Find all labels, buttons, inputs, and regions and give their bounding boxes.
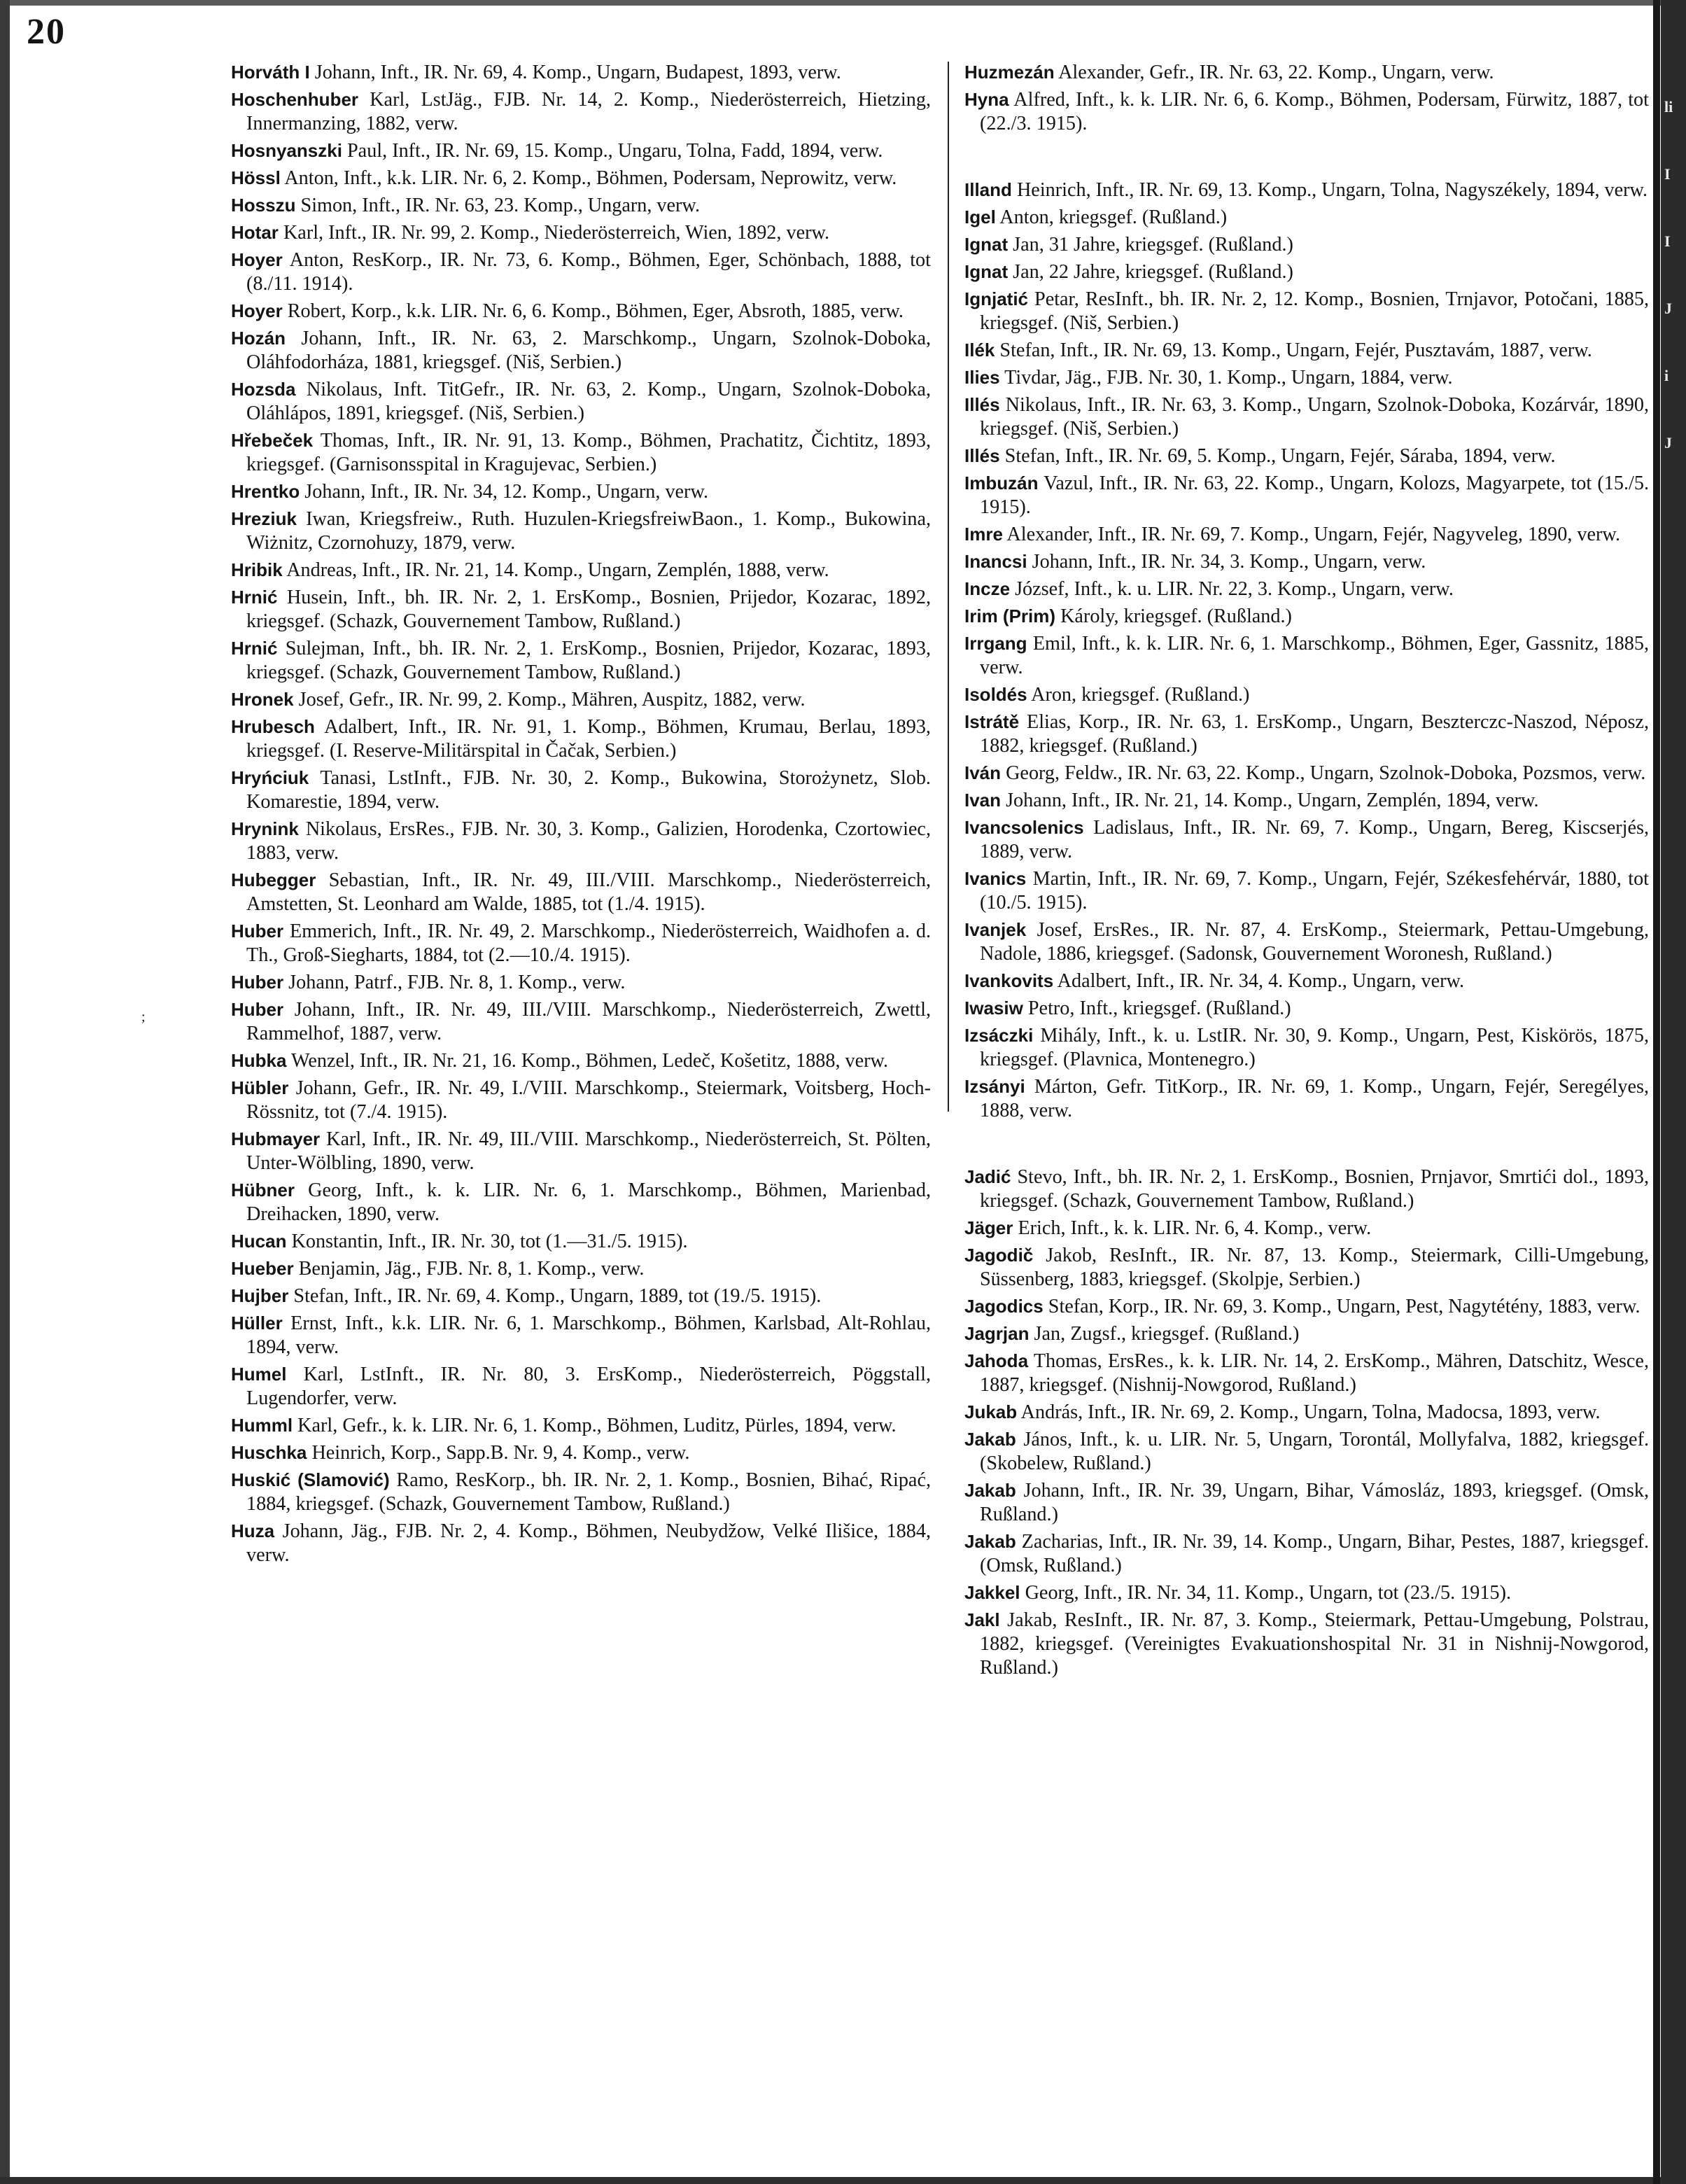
bleed-mark: i bbox=[1664, 367, 1669, 384]
register-entry bbox=[231, 60, 931, 85]
entry-surname: Izsányi bbox=[964, 1076, 1025, 1097]
register-entry bbox=[964, 710, 1649, 758]
register-entry bbox=[231, 299, 931, 323]
entry-surname: Hosszu bbox=[231, 195, 296, 216]
entry-details: Thomas, ErsRes., k. k. LIR. Nr. 14, 2. ErsKomp., Mähren, Datschitz, Wesce, 1887, kriegsgef. (Nishnij-Nowgorod, Rußland.) bbox=[980, 1350, 1649, 1396]
register-entry bbox=[964, 205, 1649, 230]
register-entry bbox=[964, 1165, 1649, 1213]
entry-details: Adalbert, Inft., IR. Nr. 91, 1. Komp., Böhmen, Krumau, Berlau, 1893, kriegsgef. (I. Reserve-Militärspital in Čačak, Serbien.) bbox=[246, 716, 931, 762]
entry-surname: Istrátě bbox=[964, 711, 1020, 732]
section-gap bbox=[964, 139, 1649, 178]
entry-details: Josef, Gefr., IR. Nr. 99, 2. Komp., Mähren, Auspitz, 1882, verw. bbox=[298, 689, 806, 710]
entry-surname: Igel bbox=[964, 206, 996, 227]
register-entry bbox=[231, 585, 931, 634]
register-entry bbox=[964, 178, 1649, 202]
entry-details: Karl, Inft., IR. Nr. 49, III./VIII. Marschkomp., Niederösterreich, St. Pölten, Unter-Wölbling, 1890, verw. bbox=[246, 1128, 931, 1174]
entry-surname: Hryńciuk bbox=[231, 767, 309, 788]
register-entry bbox=[231, 377, 931, 426]
entry-details: Martin, Inft., IR. Nr. 69, 7. Komp., Ungarn, Fejér, Székesfehérvár, 1880, tot (10./5. 1915). bbox=[980, 868, 1649, 913]
register-entry bbox=[964, 918, 1649, 966]
register-entry bbox=[964, 1243, 1649, 1292]
entry-surname: Ivankovits bbox=[964, 970, 1054, 991]
register-entry bbox=[231, 766, 931, 814]
register-entry bbox=[964, 761, 1649, 785]
entry-surname: Jagrjan bbox=[964, 1323, 1030, 1344]
entry-surname: Hujber bbox=[231, 1285, 289, 1306]
entry-surname: Jakl bbox=[964, 1609, 1000, 1630]
entry-surname: Irim (Prim) bbox=[964, 606, 1056, 626]
entry-details: Stefan, Inft., IR. Nr. 69, 4. Komp., Ungarn, 1889, tot (19./5. 1915). bbox=[293, 1285, 822, 1307]
entry-details: Emmerich, Inft., IR. Nr. 49, 2. Marschkomp., Niederösterreich, Waidhofen a. d. Th., Groß-Siegharts, 1884, tot (2.—10./4. 1915). bbox=[246, 920, 931, 966]
register-entry bbox=[964, 682, 1649, 707]
register-entry bbox=[964, 867, 1649, 915]
entry-surname: Huzmezán bbox=[964, 62, 1055, 83]
entry-details: Nikolaus, ErsRes., FJB. Nr. 30, 3. Komp., Galizien, Horodenka, Czortowiec, 1883, verw. bbox=[246, 818, 931, 864]
register-entry bbox=[964, 1581, 1649, 1605]
entry-details: Anton, kriegsgef. (Rußland.) bbox=[999, 206, 1228, 228]
entry-details: Márton, Gefr. TitKorp., IR. Nr. 69, 1. Komp., Ungarn, Fejér, Seregélyes, 1888, verw. bbox=[980, 1076, 1650, 1121]
entry-details: Stefan, Inft., IR. Nr. 69, 13. Komp., Ungarn, Fejér, Pusztavám, 1887, verw. bbox=[999, 340, 1592, 361]
entry-surname: Hucan bbox=[231, 1231, 287, 1252]
entry-surname: Hřebeček bbox=[231, 430, 314, 451]
entry-details: József, Inft., k. u. LIR. Nr. 22, 3. Komp., Ungarn, verw. bbox=[1015, 578, 1454, 600]
entry-surname: Iván bbox=[964, 762, 1002, 783]
register-entry bbox=[231, 1519, 931, 1567]
register-entry bbox=[231, 166, 931, 190]
entry-details: Emil, Inft., k. k. LIR. Nr. 6, 1. Marschkomp., Böhmen, Eger, Gassnitz, 1885, verw. bbox=[980, 633, 1649, 678]
entry-details: Sebastian, Inft., IR. Nr. 49, III./VIII. Marschkomp., Niederösterreich, Amstetten, St. Leonhard am Walde, 1885, tot (1./4. 1915). bbox=[246, 869, 932, 915]
entry-details: Thomas, Inft., IR. Nr. 91, 13. Komp., Böhmen, Prachatitz, Čichtitz, 1893, kriegsgef. (Garnisonsspital in Kragujevac, Serbien.) bbox=[246, 430, 931, 475]
entry-surname: Huber bbox=[231, 999, 284, 1020]
register-entry bbox=[964, 365, 1649, 390]
entry-surname: Hrynink bbox=[231, 818, 299, 839]
register-entry bbox=[964, 471, 1649, 519]
register-entry bbox=[231, 1413, 931, 1438]
entry-surname: Iwasiw bbox=[964, 997, 1023, 1018]
register-entry bbox=[964, 522, 1649, 547]
entry-details: Johann, Inft., IR. Nr. 21, 14. Komp., Ungarn, Zemplén, 1894, verw. bbox=[1006, 790, 1539, 811]
register-entry bbox=[231, 1468, 931, 1516]
register-entry bbox=[964, 577, 1649, 601]
entry-details: Jakob, ResInft., IR. Nr. 87, 13. Komp., Steiermark, Cilli-Umgebung, Süssenberg, 1883, kriegsgef. (Skolpje, Serbien.) bbox=[980, 1245, 1649, 1290]
entry-details: András, Inft., IR. Nr. 69, 2. Komp., Ungarn, Tolna, Madocsa, 1893, verw. bbox=[1020, 1401, 1601, 1423]
entry-surname: Huber bbox=[231, 972, 284, 993]
entry-surname: Hrubesch bbox=[231, 716, 315, 737]
register-entry bbox=[964, 393, 1649, 441]
entry-surname: Izsáczki bbox=[964, 1025, 1034, 1046]
entry-details: Anton, ResKorp., IR. Nr. 73, 6. Komp., Böhmen, Eger, Schönbach, 1888, tot (8./11. 1914). bbox=[246, 249, 931, 295]
entry-surname: Hyna bbox=[964, 89, 1009, 110]
entry-details: Josef, ErsRes., IR. Nr. 87, 4. ErsKomp., Steiermark, Pettau-Umgebung, Nadole, 1886, kriegsgef. (Sadonsk, Gouvernement Woronesh, Rußland.) bbox=[980, 919, 1649, 965]
register-entry bbox=[231, 326, 931, 374]
entry-details: Johann, Inft., IR. Nr. 49, III./VIII. Marschkomp., Niederösterreich, Zwettl, Rammelhof, 1887, verw. bbox=[246, 999, 932, 1044]
register-entry bbox=[231, 1441, 931, 1465]
entry-details: Stefan, Inft., IR. Nr. 69, 5. Komp., Ungarn, Fejér, Sáraba, 1894, verw. bbox=[1004, 445, 1556, 467]
bleed-mark: li bbox=[1664, 98, 1673, 115]
register-entry bbox=[231, 558, 931, 582]
left-column bbox=[231, 60, 931, 1570]
entry-surname: Illand bbox=[964, 179, 1012, 200]
entry-details: Benjamin, Jäg., FJB. Nr. 8, 1. Komp., verw. bbox=[298, 1258, 645, 1280]
right-column bbox=[964, 60, 1649, 1683]
register-entry bbox=[964, 260, 1649, 284]
register-entry bbox=[231, 248, 931, 296]
register-entry bbox=[964, 631, 1649, 680]
entry-surname: Ignat bbox=[964, 234, 1009, 255]
entry-details: Johann, Inft., IR. Nr. 69, 4. Komp., Ungarn, Budapest, 1893, verw. bbox=[314, 62, 841, 83]
register-entry bbox=[964, 232, 1649, 257]
entry-surname: Ivancsolenics bbox=[964, 817, 1084, 838]
register-entry bbox=[964, 1427, 1649, 1476]
register-entry bbox=[231, 1311, 931, 1359]
register-entry bbox=[231, 88, 931, 136]
register-entry bbox=[231, 1049, 931, 1073]
entry-surname: Horváth I bbox=[231, 62, 310, 83]
entry-details: Zacharias, Inft., IR. Nr. 39, 14. Komp., Ungarn, Bihar, Pestes, 1887, kriegsgef. (Omsk, Rußland.) bbox=[980, 1531, 1650, 1576]
entry-surname: Jahoda bbox=[964, 1350, 1029, 1371]
register-entry bbox=[231, 479, 931, 504]
entry-surname: Inancsi bbox=[964, 551, 1027, 572]
entry-details: Jakab, ResInft., IR. Nr. 87, 3. Komp., Steiermark, Pettau-Umgebung, Polstrau, 1882, kriegsgef. (Vereinigtes Evakuationshospital Nr. 31 in Nishnij-Nowgorod, Rußland.) bbox=[980, 1609, 1649, 1679]
register-entry bbox=[231, 817, 931, 865]
entry-surname: Hreziuk bbox=[231, 508, 297, 529]
entry-details: Johann, Inft., IR. Nr. 63, 2. Marschkomp., Ungarn, Szolnok-Doboka, Oláhfodorháza, 1881, kriegsgef. (Niš, Serbien.) bbox=[246, 328, 932, 373]
register-entry bbox=[964, 816, 1649, 864]
entry-surname: Humml bbox=[231, 1415, 293, 1436]
entry-details: Jan, 31 Jahre, kriegsgef. (Rußland.) bbox=[1013, 234, 1293, 255]
entry-details: Andreas, Inft., IR. Nr. 21, 14. Komp., Ungarn, Zemplén, 1888, verw. bbox=[286, 559, 829, 581]
entry-surname: Hössl bbox=[231, 167, 281, 188]
entry-surname: Hozán bbox=[231, 328, 286, 349]
register-entry bbox=[964, 1216, 1649, 1240]
entry-surname: Huschka bbox=[231, 1442, 307, 1463]
register-entry bbox=[964, 1349, 1649, 1397]
entry-details: János, Inft., k. u. LIR. Nr. 5, Ungarn, Torontál, Mollyfalva, 1882, kriegsgef. (Skobelew, Rußland.) bbox=[980, 1429, 1650, 1474]
entry-details: Ramo, ResKorp., bh. IR. Nr. 2, 1. Komp., Bosnien, Bihać, Ripać, 1884, kriegsgef. (Schazk, Gouvernement Tambow, Rußland.) bbox=[246, 1469, 931, 1515]
register-entry bbox=[964, 969, 1649, 993]
register-entry bbox=[231, 868, 931, 916]
entry-details: Wenzel, Inft., IR. Nr. 21, 16. Komp., Böhmen, Ledeč, Košetitz, 1888, verw. bbox=[291, 1050, 889, 1072]
register-entry bbox=[964, 604, 1649, 629]
bleed-through-marks bbox=[1664, 98, 1685, 518]
entry-surname: Jäger bbox=[964, 1217, 1013, 1238]
entry-surname: Jakab bbox=[964, 1531, 1016, 1552]
register-entry bbox=[964, 338, 1649, 363]
bleed-strip bbox=[1653, 0, 1660, 2184]
entry-details: Johann, Inft., IR. Nr. 34, 3. Komp., Ungarn, verw. bbox=[1032, 551, 1426, 573]
page-number: 20 bbox=[27, 12, 66, 52]
entry-details: Heinrich, Inft., IR. Nr. 69, 13. Komp., Ungarn, Tolna, Nagyszékely, 1894, verw. bbox=[1016, 179, 1648, 201]
register-entry bbox=[964, 1074, 1649, 1123]
entry-surname: Imbuzán bbox=[964, 472, 1039, 493]
register-entry bbox=[964, 1023, 1649, 1072]
entry-details: Paul, Inft., IR. Nr. 69, 15. Komp., Ungaru, Tolna, Fadd, 1894, verw. bbox=[347, 140, 883, 162]
entry-surname: Huza bbox=[231, 1520, 275, 1541]
register-entry bbox=[964, 550, 1649, 574]
entry-details: Karl, LstInft., IR. Nr. 80, 3. ErsKomp., Niederösterreich, Pöggstall, Lugendorfer, verw. bbox=[246, 1364, 932, 1409]
entry-details: Karl, Gefr., k. k. LIR. Nr. 6, 1. Komp., Böhmen, Luditz, Pürles, 1894, verw. bbox=[297, 1415, 897, 1436]
entry-surname: Jadić bbox=[964, 1166, 1011, 1187]
entry-details: Vazul, Inft., IR. Nr. 63, 22. Komp., Ungarn, Kolozs, Magyarpete, tot (15./5. 1915). bbox=[980, 472, 1649, 518]
entry-details: Georg, Feldw., IR. Nr. 63, 22. Komp., Ungarn, Szolnok-Doboka, Pozsmos, verw. bbox=[1006, 762, 1646, 784]
entry-surname: Illés bbox=[964, 445, 1000, 466]
register-entry bbox=[231, 139, 931, 163]
entry-details: Mihály, Inft., k. u. LstIR. Nr. 30, 9. Komp., Ungarn, Pest, Kiskörös, 1875, kriegsgef. (Plavnica, Montenegro.) bbox=[980, 1025, 1649, 1070]
entry-surname: Hozsda bbox=[231, 379, 296, 400]
entry-details: Johann, Inft., IR. Nr. 34, 12. Komp., Ungarn, verw. bbox=[304, 481, 709, 503]
entry-surname: Illés bbox=[964, 394, 1000, 415]
register-entry bbox=[231, 1362, 931, 1410]
register-entry bbox=[231, 1256, 931, 1281]
entry-details: Nikolaus, Inft., IR. Nr. 63, 3. Komp., Ungarn, Szolnok-Doboka, Kozárvár, 1890, kriegsgef. (Niš, Serbien.) bbox=[980, 394, 1650, 440]
entry-details: Alfred, Inft., k. k. LIR. Nr. 6, 6. Komp., Böhmen, Podersam, Fürwitz, 1887, tot (22./3. 1915). bbox=[980, 89, 1649, 134]
entry-surname: Ivanjek bbox=[964, 919, 1027, 940]
entry-details: Heinrich, Korp., Sapp.B. Nr. 9, 4. Komp., verw. bbox=[311, 1442, 690, 1464]
register-entry bbox=[964, 60, 1649, 85]
entry-surname: Hribik bbox=[231, 559, 283, 580]
register-entry bbox=[231, 428, 931, 477]
entry-details: Petro, Inft., kriegsgef. (Rußland.) bbox=[1027, 997, 1291, 1019]
scan-edge-top bbox=[0, 0, 1686, 6]
entry-surname: Hronek bbox=[231, 689, 294, 710]
entry-surname: Jakab bbox=[964, 1429, 1016, 1450]
register-entry bbox=[964, 287, 1649, 335]
entry-details: Aron, kriegsgef. (Rußland.) bbox=[1031, 684, 1250, 706]
entry-surname: Ignat bbox=[964, 261, 1009, 282]
entry-surname: Huber bbox=[231, 920, 284, 941]
entry-surname: Jagodics bbox=[964, 1296, 1044, 1317]
register-entry bbox=[231, 687, 931, 712]
scan-edge-bottom bbox=[0, 2177, 1686, 2184]
entry-details: Ernst, Inft., k.k. LIR. Nr. 6, 1. Marschkomp., Böhmen, Karlsbad, Alt-Rohlau, 1894, verw. bbox=[246, 1312, 932, 1358]
entry-details: Stevo, Inft., bh. IR. Nr. 2, 1. ErsKomp., Bosnien, Prnjavor, Smrtići dol., 1893, kriegsgef. (Schazk, Gouvernement Tambow, Rußland.) bbox=[980, 1166, 1649, 1212]
entry-details: Johann, Jäg., FJB. Nr. 2, 4. Komp., Böhmen, Neubydžow, Velké Ilišice, 1884, verw. bbox=[246, 1520, 931, 1566]
entry-details: Karl, LstJäg., FJB. Nr. 14, 2. Komp., Niederösterreich, Hietzing, Innermanzing, 1882, verw. bbox=[246, 89, 932, 134]
register-entry bbox=[964, 1322, 1649, 1346]
entry-details: Elias, Korp., IR. Nr. 63, 1. ErsKomp., Ungarn, Beszterczc-Naszod, Néposz, 1882, kriegsgef. (Rußland.) bbox=[980, 711, 1649, 757]
entry-surname: Hrentko bbox=[231, 481, 300, 502]
register-entry bbox=[964, 788, 1649, 813]
section-gap bbox=[964, 1126, 1649, 1165]
register-entry bbox=[231, 1076, 931, 1124]
register-entry bbox=[231, 636, 931, 685]
entry-details: Nikolaus, Inft. TitGefr., IR. Nr. 63, 2. Komp., Ungarn, Szolnok-Doboka, Oláhlápos, 1891, kriegsgef. (Niš, Serbien.) bbox=[246, 379, 931, 424]
entry-details: Alexander, Inft., IR. Nr. 69, 7. Komp., Ungarn, Fejér, Nagyveleg, 1890, verw. bbox=[1006, 524, 1620, 545]
bleed-mark: J bbox=[1664, 434, 1672, 451]
entry-surname: Jakkel bbox=[964, 1582, 1020, 1603]
entry-surname: Ilies bbox=[964, 367, 1000, 388]
entry-surname: Jukab bbox=[964, 1401, 1018, 1422]
entry-details: Georg, Inft., IR. Nr. 34, 11. Komp., Ungarn, tot (23./5. 1915). bbox=[1025, 1582, 1512, 1604]
register-entry bbox=[231, 1229, 931, 1254]
register-entry bbox=[231, 715, 931, 763]
entry-surname: Hüller bbox=[231, 1312, 283, 1334]
bleed-mark: I bbox=[1664, 165, 1671, 183]
entry-details: Petar, ResInft., bh. IR. Nr. 2, 12. Komp., Bosnien, Trnjavor, Potočani, 1885, kriegsgef. (Niš, Serbien.) bbox=[980, 288, 1650, 334]
entry-surname: Huskić (Slamović) bbox=[231, 1469, 390, 1490]
entry-surname: Hubka bbox=[231, 1050, 287, 1071]
entry-details: Stefan, Korp., IR. Nr. 69, 3. Komp., Ungarn, Pest, Nagytétény, 1883, verw. bbox=[1048, 1296, 1641, 1317]
entry-surname: Humel bbox=[231, 1364, 287, 1385]
register-entry bbox=[964, 88, 1649, 136]
entry-surname: Ilék bbox=[964, 340, 995, 360]
register-entry bbox=[231, 507, 931, 555]
entry-details: Georg, Inft., k. k. LIR. Nr. 6, 1. Marschkomp., Böhmen, Marienbad, Dreihacken, 1890, verw. bbox=[246, 1180, 932, 1225]
register-entry bbox=[231, 193, 931, 218]
entry-surname: Hoyer bbox=[231, 300, 283, 321]
register-entry bbox=[964, 444, 1649, 468]
entry-details: Husein, Inft., bh. IR. Nr. 2, 1. ErsKomp., Bosnien, Prijedor, Kozarac, 1892, kriegsgef. (Schazk, Gouvernement Tambow, Rußland.) bbox=[246, 587, 931, 632]
register-entry bbox=[964, 1400, 1649, 1424]
entry-details: Erich, Inft., k. k. LIR. Nr. 6, 4. Komp., verw. bbox=[1018, 1217, 1372, 1239]
entry-surname: Hotar bbox=[231, 222, 279, 243]
register-entry bbox=[964, 1530, 1649, 1578]
entry-surname: Hübner bbox=[231, 1180, 295, 1200]
entry-surname: Hrnić bbox=[231, 587, 278, 608]
register-entry bbox=[231, 220, 931, 245]
entry-details: Johann, Patrf., FJB. Nr. 8, 1. Komp., verw. bbox=[288, 972, 626, 993]
entry-surname: Imre bbox=[964, 524, 1003, 545]
entry-details: Jan, 22 Jahre, kriegsgef. (Rußland.) bbox=[1013, 261, 1293, 283]
register-entry bbox=[231, 1284, 931, 1308]
register-entry bbox=[964, 1478, 1649, 1527]
entry-details: Robert, Korp., k.k. LIR. Nr. 6, 6. Komp., Böhmen, Eger, Absroth, 1885, verw. bbox=[287, 300, 904, 322]
entry-surname: Hueber bbox=[231, 1258, 294, 1279]
register-entry bbox=[231, 919, 931, 967]
column-divider bbox=[948, 62, 949, 1112]
entry-surname: Jagodič bbox=[964, 1245, 1034, 1266]
entry-details: Ladislaus, Inft., IR. Nr. 69, 7. Komp., Ungarn, Bereg, Kiscserjés, 1889, verw. bbox=[980, 817, 1649, 862]
entry-surname: Hrnić bbox=[231, 638, 278, 659]
register-entry bbox=[231, 1178, 931, 1226]
entry-surname: Hubmayer bbox=[231, 1128, 321, 1149]
entry-surname: Jakab bbox=[964, 1480, 1016, 1501]
register-entry bbox=[231, 970, 931, 995]
register-entry bbox=[231, 1127, 931, 1175]
entry-surname: Hubegger bbox=[231, 869, 316, 890]
entry-surname: Hübler bbox=[231, 1077, 289, 1098]
entry-details: Simon, Inft., IR. Nr. 63, 23. Komp., Ungarn, verw. bbox=[300, 195, 700, 216]
entry-details: Alexander, Gefr., IR. Nr. 63, 22. Komp., Ungarn, verw. bbox=[1058, 62, 1494, 83]
entry-surname: Isoldés bbox=[964, 684, 1027, 705]
register-entry bbox=[231, 997, 931, 1046]
entry-surname: Hoyer bbox=[231, 249, 283, 270]
stray-mark: ; bbox=[141, 1009, 146, 1025]
entry-details: Konstantin, Inft., IR. Nr. 30, tot (1.—31./5. 1915). bbox=[291, 1231, 688, 1252]
entry-surname: Hoschenhuber bbox=[231, 89, 359, 110]
entry-details: Tanasi, LstInft., FJB. Nr. 30, 2. Komp., Bukowina, Storożynetz, Slob. Komarestie, 1894, verw. bbox=[246, 767, 931, 813]
entry-details: Károly, kriegsgef. (Rußland.) bbox=[1060, 606, 1292, 627]
entry-surname: Incze bbox=[964, 578, 1011, 599]
entry-surname: Ivan bbox=[964, 790, 1002, 811]
entry-details: Anton, Inft., k.k. LIR. Nr. 6, 2. Komp., Böhmen, Podersam, Neprowitz, verw. bbox=[284, 167, 897, 189]
entry-surname: Ivanics bbox=[964, 868, 1027, 889]
bleed-mark: I bbox=[1664, 232, 1671, 250]
entry-surname: Ignjatić bbox=[964, 288, 1029, 309]
entry-details: Johann, Inft., IR. Nr. 39, Ungarn, Bihar, Vámosláz, 1893, kriegsgef. (Omsk, Rußland.) bbox=[980, 1480, 1650, 1525]
register-entry bbox=[964, 1294, 1649, 1319]
entry-details: Karl, Inft., IR. Nr. 99, 2. Komp., Niederösterreich, Wien, 1892, verw. bbox=[283, 222, 830, 244]
entry-details: Jan, Zugsf., kriegsgef. (Rußland.) bbox=[1034, 1323, 1300, 1345]
register-entry bbox=[964, 996, 1649, 1021]
register-entry bbox=[964, 1608, 1649, 1680]
entry-details: Adalbert, Inft., IR. Nr. 34, 4. Komp., Ungarn, verw. bbox=[1057, 970, 1465, 992]
entry-surname: Hosnyanszki bbox=[231, 140, 342, 161]
scan-edge-left bbox=[0, 0, 10, 2184]
entry-details: Sulejman, Inft., bh. IR. Nr. 2, 1. ErsKomp., Bosnien, Prijedor, Kozarac, 1893, kriegsgef. (Schazk, Gouvernement Tambow, Rußland.) bbox=[246, 638, 932, 683]
entry-details: Johann, Gefr., IR. Nr. 49, I./VIII. Marschkomp., Steiermark, Voitsberg, Hoch-Rössnitz, tot (7./4. 1915). bbox=[246, 1077, 931, 1123]
entry-details: Iwan, Kriegsfreiw., Ruth. Huzulen-KriegsfreiwBaon., 1. Komp., Bukowina, Wiżnitz, Czornohuzy, 1879, verw. bbox=[246, 508, 932, 554]
entry-details: Tivdar, Jäg., FJB. Nr. 30, 1. Komp., Ungarn, 1884, verw. bbox=[1004, 367, 1453, 388]
entry-surname: Irrgang bbox=[964, 633, 1027, 654]
bleed-mark: J bbox=[1664, 300, 1672, 317]
